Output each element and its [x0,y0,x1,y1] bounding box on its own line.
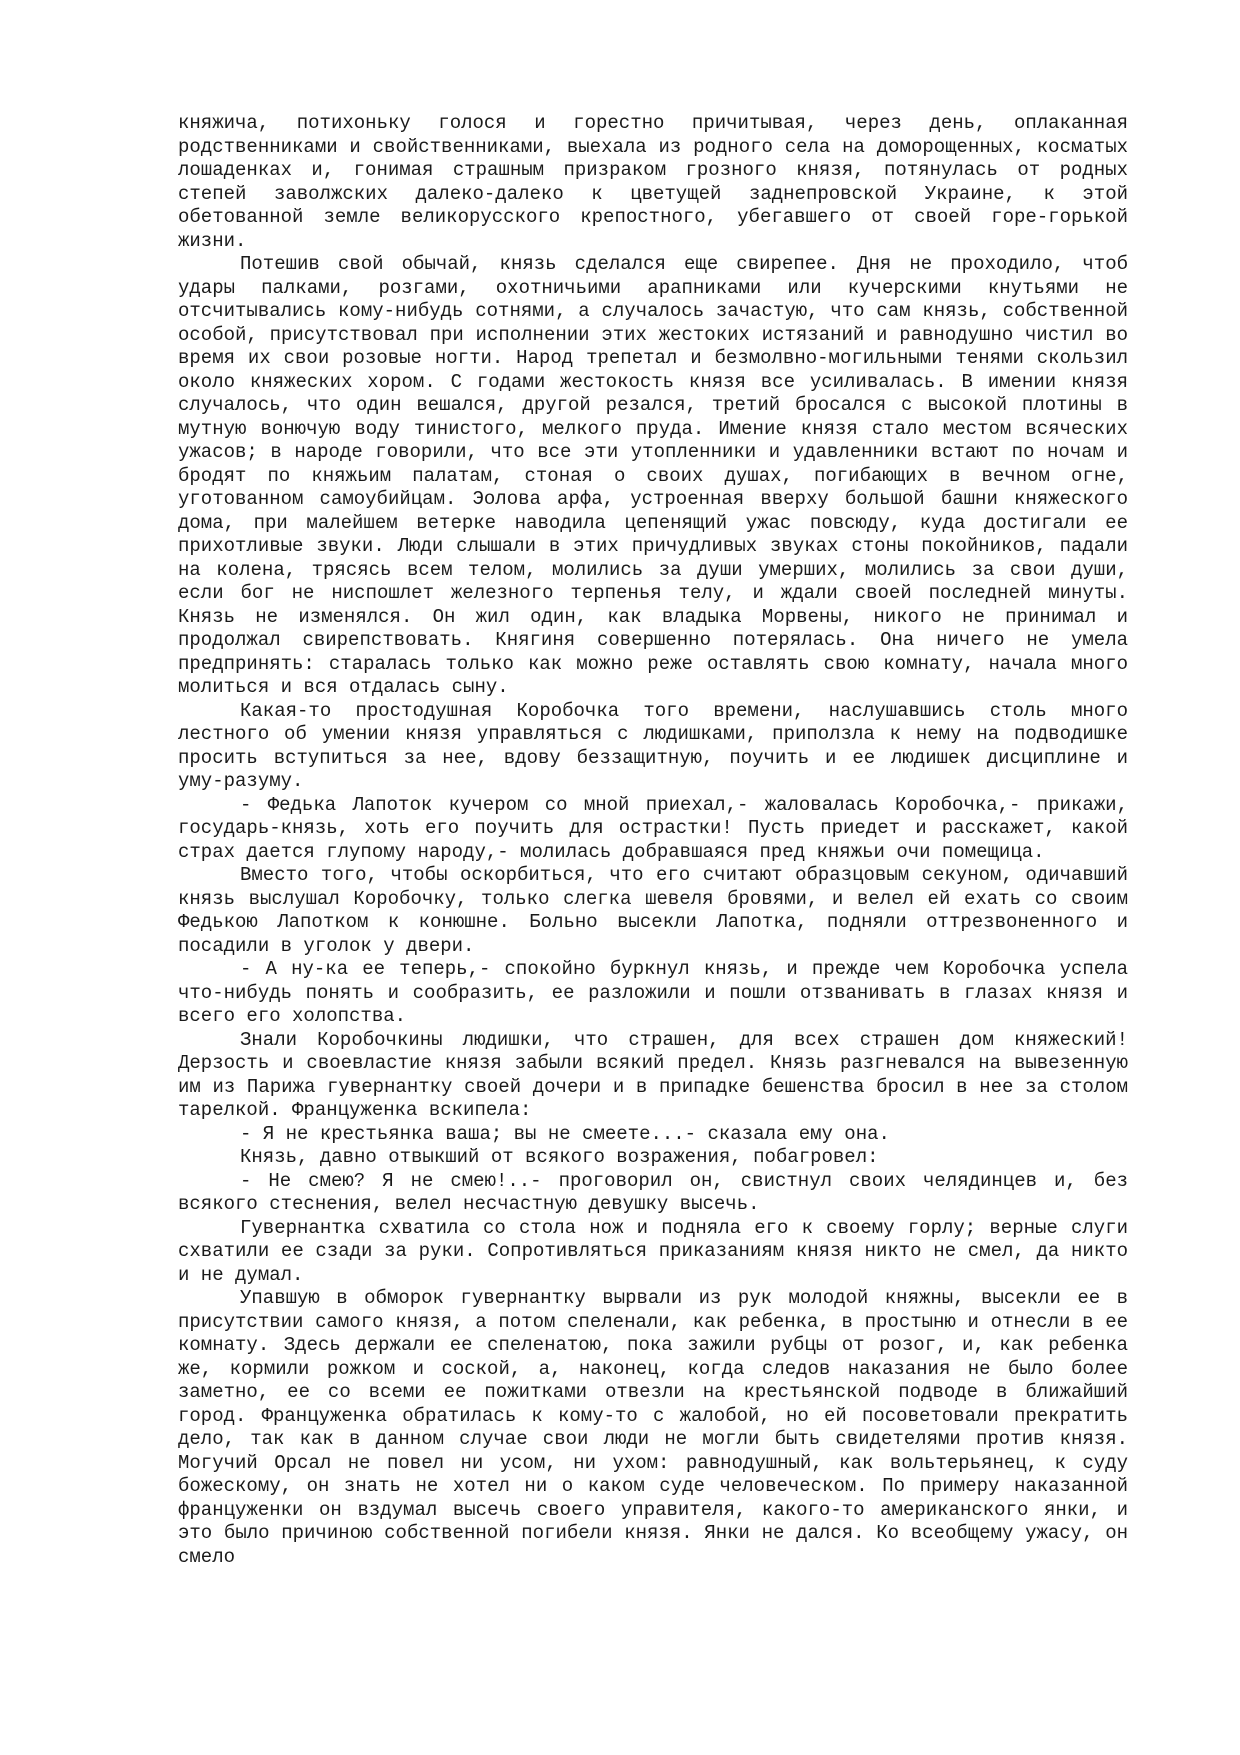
paragraph-8: - Я не крестьянка ваша; вы не смеете...- сказала ему она. [240,1122,890,1145]
paragraph-7: Знали Коробочкины людишки, что страшен, для всех страшен дом княжеский! Дерзость и своевластие князя забыли всякий предел. Князь разгневался на вывезенную им из Парижа гувернантку своей дочери и в припадке бешенства бросил в нее за столом тарелкой. Француженка вскипела: [178,1028,1128,1121]
paragraph-12: Упавшую в обморок гувернантку вырвали из рук молодой княжны, высекли ее в присутствии самого князя, а потом спеленали, как ребенка, в простыню и отнесли в ее комнату. Здесь держали ее спеленатою, пока зажили рубцы от розог, и, как ребенка же, кормили рожком и соской, а, наконец, когда следов наказания не было более заметно, ее со всеми ее пожитками отвезли на крестьянской подводе в ближайший город. Француженка обратилась к кому-то с жалобой, но ей посоветовали прекратить дело, так как в данном случае свои люди не могли быть свидетелями против князя. Могучий Орсал не повел ни усом, ни ухом: равнодушный, как вольтерьянец, к суду божескому, он знать не хотел ни о каком суде человеческом. По примеру наказанной француженки он вздумал высечь своего управителя, какого-то американского янки, и это было причиною собственной погибели князя. Янки не дался. Ко всеобщему ужасу, он смело [178,1287,1128,1568]
paragraph-9: Князь, давно отвыкший от всякого возражения, побагровел: [240,1146,879,1168]
paragraph-10: - Не смею? Я не смею!..- проговорил он, свистнул своих челядинцев и, без всякого стеснения, велел несчастную девушку высечь. [178,1169,1128,1215]
paragraph-2: Потешив свой обычай, князь сделался еще свирепее. Дня не проходило, чтоб удары палками, розгами, охотничьими арапниками или кучерскими кнутьями не отсчитывались кому-нибудь сотнями, а случалось зачастую, что сам князь, собственной особой, присутствовал при исполнении этих жестоких истязаний и равнодушно чистил во время их свои розовые ногти. Народ трепетал и безмолвно-могильными тенями скользил около княжеских хором. С годами жестокость князя все усиливалась. В имении князя случалось, что один вешался, другой резался, третий бросался с высокой плотины в мутную вонючую воду тинистого, мелкого пруда. Имение князя стало местом всяческих ужасов; в народе говорили, что все эти утопленники и удавленники встают по ночам и бродят по княжьим палатам, стоная о своих душах, погибающих в вечном огне, уготованном самоубийцам. Эолова арфа, устроенная вверху большой башни княжеского дома, при малейшем ветерке наводила цепенящий ужас повсюду, куда достигали ее прихотливые звуки. Люди слышали в этих причудливых звуках стоны покойников, падали на колена, трясясь всем телом, молились за души умерших, молились за свои души, если бог не ниспошлет железного терпенья телу, и ждали своей последней минуты. Князь не изменялся. Он жил один, как владыка Морвены, никого не принимал и продолжал свирепствовать. Княгиня совершенно потерялась. Она ничего не умела предпринять: старалась только как можно реже оставлять свою комнату, начала много молиться и вся отдалась сыну. [178,253,1128,698]
document-page [178,112,1128,1569]
paragraph-11: Гувернантка схватила со стола нож и подняла его к своему горлу; верные слуги схватили ее сзади за руки. Сопротивляться приказаниям князя никто не смел, да никто и не думал. [178,1216,1128,1286]
paragraph-4: - Федька Лапоток кучером со мной приехал,- жаловалась Коробочка,- прикажи, государь-князь, хоть его поучить для острастки! Пусть приедет и расскажет, какой страх дается глупому народу,- молилась добравшаяся пред княжьи очи помещица. [178,793,1128,863]
paragraph-1: княжича, потихоньку голося и горестно причитывая, через день, оплаканная родственниками и свойственниками, выехала из родного села на доморощенных, косматых лошаденках и, гонимая страшным призраком грозного князя, потянулась от родных степей заволжских далеко-далеко к цветущей заднепровской Украине, к этой обетованной земле великорусского крепостного, убегавшего от своей горе-горькой жизни. [178,112,1128,252]
paragraph-3: Какая-то простодушная Коробочка того времени, наслушавшись столь много лестного об умении князя управляться с людишками, приползла к нему на подводишке просить вступиться за нее, вдову беззащитную, поучить и ее людишек дисциплине и уму-разуму. [178,699,1128,792]
paragraph-6: - А ну-ка ее теперь,- спокойно буркнул князь, и прежде чем Коробочка успела что-нибудь понять и сообразить, ее разложили и пошли отзванивать в глазах князя и всего его холопства. [178,958,1128,1027]
paragraph-5: Вместо того, чтобы оскорбиться, что его считают образцовым секуном, одичавший князь выслушал Коробочку, только слегка шевеля бровями, и велел ей ехать со своим Федькою Лапотком к конюшне. Больно высекли Лапотка, подняли оттрезвоненного и посадили в уголок у двери. [178,864,1128,957]
